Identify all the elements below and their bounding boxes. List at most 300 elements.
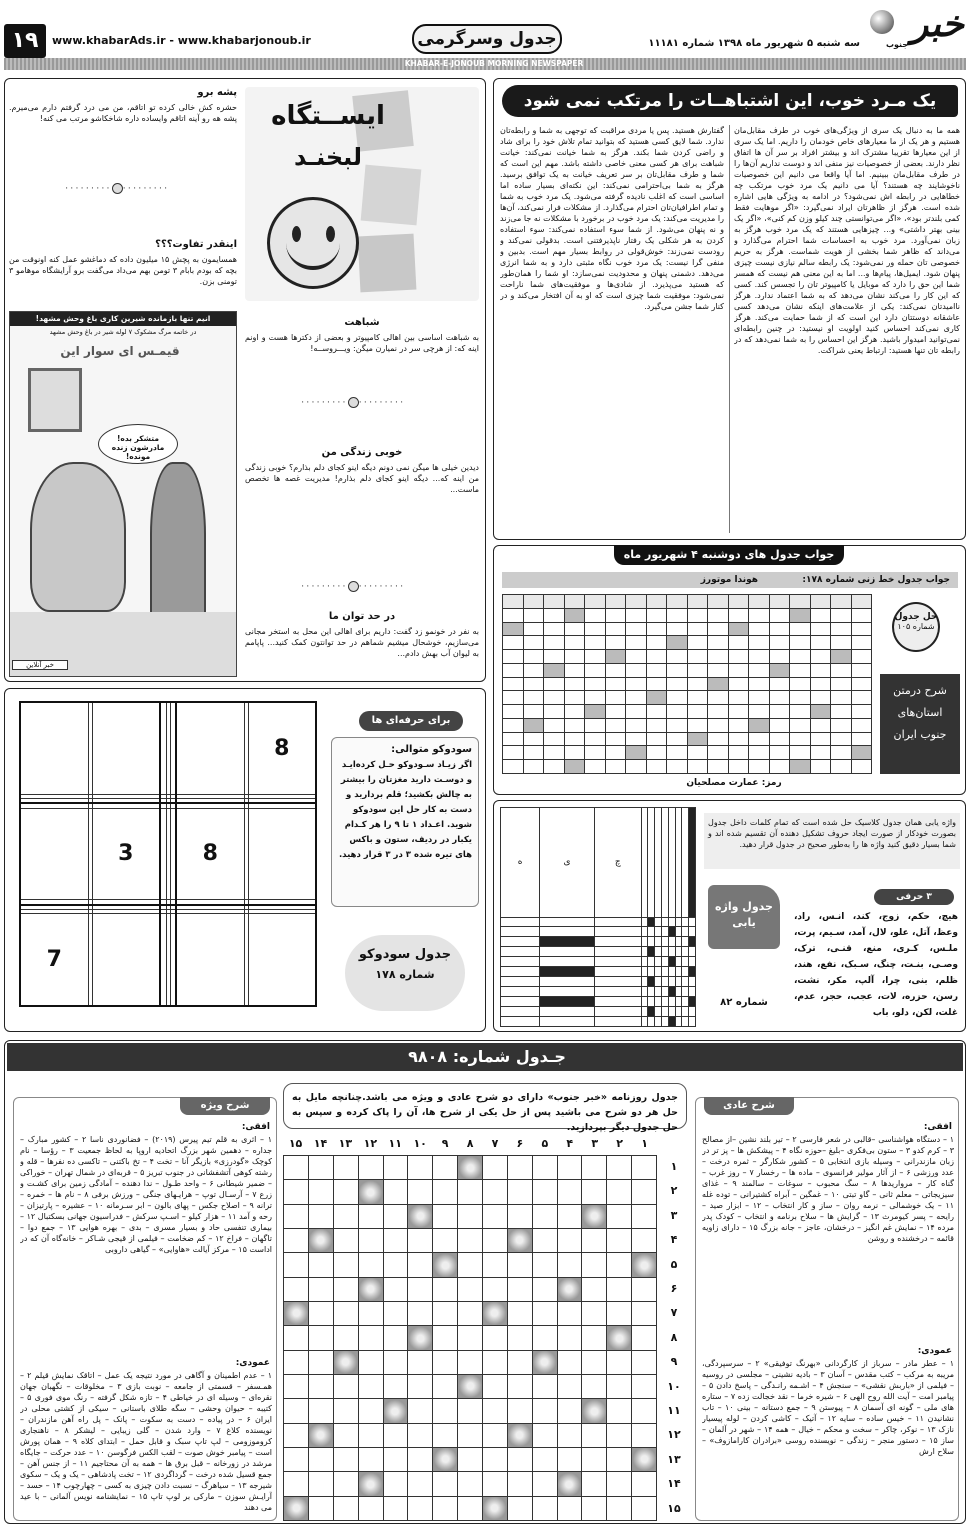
grid-cell[interactable] — [308, 1496, 333, 1520]
grid-cell[interactable] — [667, 718, 688, 732]
grid-cell[interactable] — [501, 987, 540, 997]
grid-cell[interactable] — [383, 1228, 408, 1252]
grid-cell[interactable] — [682, 808, 689, 918]
given-letter[interactable]: چ — [595, 808, 641, 918]
grid-cell[interactable] — [687, 608, 708, 622]
grid-cell[interactable] — [582, 1326, 607, 1350]
grid-cell[interactable] — [540, 1007, 595, 1017]
grid-cell[interactable] — [661, 987, 668, 997]
grid-cell[interactable] — [626, 746, 647, 760]
grid-cell[interactable] — [532, 1472, 557, 1496]
grid-cell[interactable] — [728, 636, 749, 650]
grid-cell[interactable] — [708, 705, 729, 719]
grid-cell[interactable] — [88, 913, 92, 1006]
grid-cell[interactable] — [646, 760, 667, 774]
grid-cell[interactable] — [433, 1156, 458, 1180]
grid-cell[interactable] — [458, 1204, 483, 1228]
grid-cell[interactable] — [668, 987, 675, 997]
grid-cell[interactable] — [532, 1253, 557, 1277]
grid-cell[interactable] — [170, 913, 176, 1006]
grid-cell[interactable] — [682, 947, 689, 957]
grid-cell[interactable] — [675, 997, 682, 1007]
grid-cell[interactable] — [501, 947, 540, 957]
grid-cell[interactable] — [641, 997, 648, 1007]
grid-cell[interactable] — [831, 760, 852, 774]
grid-cell[interactable] — [667, 636, 688, 650]
grid-cell[interactable] — [482, 1472, 507, 1496]
grid-cell[interactable] — [661, 937, 668, 947]
grid-cell[interactable] — [667, 663, 688, 677]
grid-cell[interactable] — [523, 677, 544, 691]
grid-cell[interactable] — [564, 595, 585, 609]
grid-cell[interactable] — [626, 636, 647, 650]
grid-cell[interactable] — [458, 1399, 483, 1423]
grid-cell[interactable] — [503, 760, 524, 774]
grid-cell[interactable] — [851, 732, 872, 746]
grid-cell[interactable] — [675, 947, 682, 957]
grid-cell[interactable] — [655, 808, 662, 918]
grid-cell[interactable] — [523, 746, 544, 760]
grid-cell[interactable] — [648, 977, 655, 987]
grid-cell[interactable] — [585, 608, 606, 622]
grid-cell[interactable] — [532, 1399, 557, 1423]
grid-cell[interactable] — [632, 1399, 657, 1423]
grid-cell[interactable] — [682, 967, 689, 977]
grid-cell[interactable] — [749, 663, 770, 677]
grid-cell[interactable] — [749, 622, 770, 636]
grid-cell[interactable] — [88, 702, 92, 795]
websites[interactable]: www.khabarAds.ir - www.khabarjonoub.ir — [52, 34, 311, 47]
grid-cell[interactable] — [564, 608, 585, 622]
grid-cell[interactable] — [668, 997, 675, 1007]
grid-cell[interactable] — [728, 677, 749, 691]
grid-cell[interactable] — [648, 927, 655, 937]
grid-cell[interactable] — [708, 691, 729, 705]
grid-cell[interactable] — [501, 1007, 540, 1017]
grid-cell[interactable] — [458, 1228, 483, 1252]
grid-cell[interactable] — [585, 691, 606, 705]
grid-cell[interactable] — [851, 636, 872, 650]
grid-cell[interactable] — [687, 663, 708, 677]
grid-cell[interactable] — [408, 1228, 433, 1252]
grid-cell[interactable] — [507, 1350, 532, 1374]
grid-cell[interactable] — [564, 691, 585, 705]
grid-cell[interactable] — [810, 732, 831, 746]
grid-cell[interactable] — [790, 718, 811, 732]
grid-cell[interactable] — [661, 977, 668, 987]
grid-cell[interactable] — [333, 1253, 358, 1277]
grid-cell[interactable] — [769, 746, 790, 760]
grid-cell[interactable] — [503, 595, 524, 609]
grid-cell[interactable] — [408, 1374, 433, 1398]
grid-cell[interactable] — [810, 691, 831, 705]
grid-cell[interactable] — [790, 595, 811, 609]
grid-cell[interactable] — [501, 937, 540, 947]
grid-cell[interactable] — [646, 636, 667, 650]
grid-cell[interactable] — [675, 927, 682, 937]
grid-cell[interactable] — [655, 957, 662, 967]
grid-cell[interactable] — [682, 957, 689, 967]
grid-cell[interactable] — [383, 1204, 408, 1228]
grid-cell[interactable] — [358, 1423, 383, 1447]
grid-cell[interactable] — [687, 732, 708, 746]
grid-cell[interactable] — [284, 1228, 309, 1252]
grid-cell[interactable] — [810, 663, 831, 677]
grid-cell[interactable] — [333, 1204, 358, 1228]
grid-cell[interactable] — [358, 1156, 383, 1180]
grid-cell[interactable] — [333, 1374, 358, 1398]
grid-cell[interactable] — [544, 677, 565, 691]
grid-cell[interactable] — [687, 622, 708, 636]
grid-cell[interactable] — [648, 997, 655, 1007]
grid-cell[interactable] — [557, 1423, 582, 1447]
grid-cell[interactable] — [607, 1496, 632, 1520]
grid-cell[interactable] — [626, 718, 647, 732]
grid-cell[interactable] — [655, 1007, 662, 1017]
grid-cell[interactable] — [607, 1277, 632, 1301]
grid-cell[interactable] — [687, 705, 708, 719]
grid-cell[interactable] — [668, 947, 675, 957]
grid-cell[interactable] — [661, 997, 668, 1007]
grid-cell[interactable] — [582, 1472, 607, 1496]
grid-cell[interactable] — [408, 1350, 433, 1374]
grid-cell[interactable] — [607, 1228, 632, 1252]
grid-cell[interactable] — [433, 1472, 458, 1496]
grid-cell[interactable] — [595, 1017, 641, 1027]
grid-cell[interactable] — [655, 977, 662, 987]
grid-cell[interactable] — [458, 1326, 483, 1350]
grid-cell[interactable] — [458, 1472, 483, 1496]
grid-cell[interactable] — [648, 957, 655, 967]
grid-cell[interactable] — [284, 1180, 309, 1204]
grid-cell[interactable] — [605, 746, 626, 760]
grid-cell[interactable] — [831, 650, 852, 664]
grid-cell[interactable] — [708, 760, 729, 774]
grid-cell[interactable] — [661, 947, 668, 957]
grid-cell[interactable] — [482, 1228, 507, 1252]
grid-cell[interactable] — [607, 1472, 632, 1496]
grid-cell[interactable] — [769, 691, 790, 705]
grid-cell[interactable] — [655, 947, 662, 957]
grid-cell[interactable] — [687, 760, 708, 774]
grid-cell[interactable] — [544, 760, 565, 774]
grid-cell[interactable] — [408, 1447, 433, 1471]
grid-cell[interactable] — [333, 1228, 358, 1252]
grid-cell[interactable] — [284, 1447, 309, 1471]
grid-cell[interactable] — [708, 636, 729, 650]
grid-cell[interactable] — [682, 987, 689, 997]
grid-cell[interactable] — [507, 1277, 532, 1301]
grid-cell[interactable] — [482, 1180, 507, 1204]
grid-cell[interactable] — [810, 746, 831, 760]
grid-cell[interactable] — [646, 718, 667, 732]
grid-cell[interactable] — [626, 732, 647, 746]
grid-cell[interactable] — [689, 917, 696, 927]
grid-cell[interactable] — [333, 1496, 358, 1520]
grid-cell[interactable] — [749, 732, 770, 746]
grid-cell[interactable] — [557, 1156, 582, 1180]
grid-cell[interactable] — [648, 808, 655, 918]
grid-cell[interactable] — [585, 622, 606, 636]
grid-cell[interactable] — [851, 650, 872, 664]
grid-cell[interactable] — [333, 1423, 358, 1447]
grid-cell[interactable] — [668, 927, 675, 937]
grid-cell[interactable] — [540, 987, 595, 997]
grid-cell[interactable] — [523, 732, 544, 746]
grid-cell[interactable] — [582, 1180, 607, 1204]
grid-cell[interactable] — [667, 760, 688, 774]
grid-cell[interactable] — [284, 1350, 309, 1374]
grid-cell[interactable] — [810, 595, 831, 609]
grid-cell[interactable] — [532, 1326, 557, 1350]
grid-cell[interactable] — [641, 977, 648, 987]
grid-cell[interactable] — [851, 718, 872, 732]
grid-cell[interactable] — [507, 1447, 532, 1471]
grid-cell[interactable] — [655, 1017, 662, 1027]
grid-cell[interactable] — [749, 705, 770, 719]
grid-cell[interactable] — [648, 947, 655, 957]
grid-cell[interactable] — [607, 1301, 632, 1325]
grid-cell[interactable] — [831, 595, 852, 609]
grid-cell[interactable] — [595, 967, 641, 977]
grid-cell[interactable] — [557, 1326, 582, 1350]
grid-cell[interactable] — [607, 1204, 632, 1228]
grid-cell[interactable] — [632, 1301, 657, 1325]
grid-cell[interactable] — [503, 746, 524, 760]
grid-cell[interactable] — [728, 608, 749, 622]
grid-cell[interactable] — [661, 1017, 668, 1027]
grid-cell[interactable] — [557, 1180, 582, 1204]
grid-cell[interactable] — [433, 1277, 458, 1301]
grid-cell[interactable] — [507, 1253, 532, 1277]
grid-cell[interactable] — [433, 1326, 458, 1350]
grid-cell[interactable] — [749, 677, 770, 691]
grid-cell[interactable] — [831, 705, 852, 719]
grid-cell[interactable] — [682, 927, 689, 937]
grid-cell[interactable] — [810, 650, 831, 664]
grid-cell[interactable] — [661, 917, 668, 927]
grid-cell[interactable] — [728, 732, 749, 746]
grid-cell[interactable] — [605, 650, 626, 664]
grid-cell[interactable] — [482, 1350, 507, 1374]
grid-cell[interactable] — [648, 937, 655, 947]
grid-cell[interactable] — [605, 595, 626, 609]
grid-cell[interactable] — [708, 663, 729, 677]
grid-cell[interactable] — [540, 917, 595, 927]
grid-cell[interactable] — [557, 1253, 582, 1277]
grid-cell[interactable] — [632, 1423, 657, 1447]
grid-cell[interactable] — [655, 987, 662, 997]
grid-cell[interactable] — [308, 1301, 333, 1325]
grid-cell[interactable] — [689, 927, 696, 937]
grid-cell[interactable] — [507, 1180, 532, 1204]
grid-cell[interactable] — [790, 622, 811, 636]
grid-cell[interactable] — [544, 663, 565, 677]
grid-cell[interactable] — [383, 1496, 408, 1520]
grid-cell[interactable] — [605, 760, 626, 774]
grid-cell[interactable] — [248, 809, 316, 900]
grid-cell[interactable] — [790, 636, 811, 650]
grid-cell[interactable] — [626, 608, 647, 622]
grid-cell[interactable] — [689, 1017, 696, 1027]
grid-cell[interactable] — [668, 808, 675, 918]
grid-cell[interactable] — [358, 1253, 383, 1277]
grid-cell[interactable] — [358, 1301, 383, 1325]
grid-cell[interactable] — [689, 967, 696, 977]
grid-cell[interactable] — [503, 650, 524, 664]
grid-cell[interactable] — [646, 691, 667, 705]
grid-cell[interactable] — [790, 650, 811, 664]
grid-cell[interactable] — [383, 1301, 408, 1325]
grid-cell[interactable] — [667, 650, 688, 664]
grid-cell[interactable] — [564, 622, 585, 636]
grid-cell[interactable] — [482, 1447, 507, 1471]
grid-cell[interactable] — [582, 1277, 607, 1301]
grid-cell[interactable] — [284, 1204, 309, 1228]
grid-cell[interactable] — [790, 663, 811, 677]
grid-cell[interactable] — [632, 1277, 657, 1301]
grid-cell[interactable] — [308, 1399, 333, 1423]
grid-cell[interactable] — [383, 1180, 408, 1204]
grid-cell[interactable] — [532, 1447, 557, 1471]
grid-cell[interactable] — [626, 622, 647, 636]
grid-cell[interactable] — [632, 1204, 657, 1228]
grid-cell[interactable] — [585, 677, 606, 691]
grid-cell[interactable] — [433, 1228, 458, 1252]
grid-cell[interactable] — [851, 760, 872, 774]
grid-cell[interactable] — [668, 937, 675, 947]
grid-cell[interactable] — [166, 913, 170, 1006]
grid-cell[interactable] — [523, 622, 544, 636]
grid-cell[interactable] — [661, 808, 668, 918]
grid-cell[interactable] — [92, 702, 160, 795]
grid-cell[interactable] — [458, 1253, 483, 1277]
grid-cell[interactable] — [244, 702, 248, 795]
grid-cell[interactable] — [607, 1156, 632, 1180]
grid-cell[interactable] — [333, 1447, 358, 1471]
grid-cell[interactable] — [851, 691, 872, 705]
grid-cell[interactable] — [831, 636, 852, 650]
grid-cell[interactable] — [728, 705, 749, 719]
grid-cell[interactable] — [501, 967, 540, 977]
grid-cell[interactable] — [523, 663, 544, 677]
grid-cell[interactable] — [358, 1496, 383, 1520]
grid-cell[interactable] — [689, 987, 696, 997]
grid-cell[interactable] — [675, 977, 682, 987]
grid-cell[interactable] — [655, 997, 662, 1007]
grid-cell[interactable] — [458, 1350, 483, 1374]
grid-cell[interactable] — [646, 677, 667, 691]
grid-cell[interactable] — [708, 732, 729, 746]
grid-cell[interactable] — [675, 917, 682, 927]
grid-cell[interactable] — [810, 705, 831, 719]
grid-cell[interactable] — [308, 1156, 333, 1180]
grid-cell[interactable] — [749, 746, 770, 760]
grid-cell[interactable] — [687, 691, 708, 705]
grid-cell[interactable] — [501, 977, 540, 987]
grid-cell[interactable] — [383, 1350, 408, 1374]
grid-cell[interactable] — [582, 1423, 607, 1447]
grid-cell[interactable] — [641, 1007, 648, 1017]
grid-cell[interactable] — [668, 957, 675, 967]
grid-cell[interactable] — [523, 650, 544, 664]
grid-cell[interactable] — [708, 650, 729, 664]
grid-cell[interactable] — [708, 677, 729, 691]
grid-cell[interactable] — [482, 1374, 507, 1398]
grid-cell[interactable] — [532, 1301, 557, 1325]
grid-cell[interactable] — [605, 718, 626, 732]
grid-cell[interactable] — [687, 746, 708, 760]
grid-cell[interactable] — [358, 1228, 383, 1252]
grid-cell[interactable] — [358, 1326, 383, 1350]
grid-cell[interactable] — [728, 718, 749, 732]
grid-cell[interactable] — [433, 1204, 458, 1228]
grid-cell[interactable] — [641, 957, 648, 967]
grid-cell[interactable] — [308, 1374, 333, 1398]
grid-cell[interactable] — [595, 957, 641, 967]
grid-cell[interactable] — [646, 732, 667, 746]
grid-cell[interactable] — [433, 1374, 458, 1398]
grid-cell[interactable] — [540, 967, 595, 977]
grid-cell[interactable] — [607, 1423, 632, 1447]
grid-cell[interactable] — [810, 636, 831, 650]
grid-cell[interactable] — [851, 595, 872, 609]
grid-cell[interactable] — [482, 1326, 507, 1350]
grid-cell[interactable] — [646, 608, 667, 622]
grid-cell[interactable] — [749, 636, 770, 650]
grid-cell[interactable] — [667, 622, 688, 636]
grid-cell[interactable] — [810, 760, 831, 774]
grid-cell[interactable] — [607, 1350, 632, 1374]
grid-cell[interactable] — [544, 718, 565, 732]
grid-cell[interactable] — [682, 917, 689, 927]
grid-cell[interactable] — [408, 1472, 433, 1496]
grid-cell[interactable] — [20, 809, 88, 900]
grid-cell[interactable] — [244, 809, 248, 900]
grid-cell[interactable] — [605, 691, 626, 705]
grid-cell[interactable] — [503, 691, 524, 705]
grid-cell[interactable] — [626, 677, 647, 691]
grid-cell[interactable] — [564, 705, 585, 719]
grid-cell[interactable] — [595, 927, 641, 937]
grid-cell[interactable] — [728, 650, 749, 664]
grid-cell[interactable] — [675, 1007, 682, 1017]
grid-cell[interactable] — [661, 967, 668, 977]
grid-cell[interactable] — [532, 1180, 557, 1204]
grid-cell[interactable] — [851, 622, 872, 636]
grid-cell[interactable] — [661, 927, 668, 937]
grid-cell[interactable] — [88, 809, 92, 900]
grid-cell[interactable] — [595, 1007, 641, 1017]
grid-cell[interactable] — [646, 622, 667, 636]
grid-cell[interactable] — [749, 608, 770, 622]
grid-cell[interactable] — [308, 1326, 333, 1350]
grid-cell[interactable] — [728, 595, 749, 609]
grid-cell[interactable] — [605, 677, 626, 691]
grid-cell[interactable] — [585, 746, 606, 760]
grid-cell[interactable] — [682, 1017, 689, 1027]
grid-cell[interactable] — [687, 677, 708, 691]
grid-cell[interactable] — [790, 691, 811, 705]
given-letter[interactable]: ه — [501, 808, 540, 918]
grid-cell[interactable] — [333, 1180, 358, 1204]
grid-cell[interactable] — [523, 705, 544, 719]
grid-cell[interactable] — [540, 977, 595, 987]
grid-cell[interactable] — [244, 913, 248, 1006]
grid-cell[interactable] — [458, 1423, 483, 1447]
grid-cell[interactable] — [675, 967, 682, 977]
grid-cell[interactable] — [607, 1180, 632, 1204]
